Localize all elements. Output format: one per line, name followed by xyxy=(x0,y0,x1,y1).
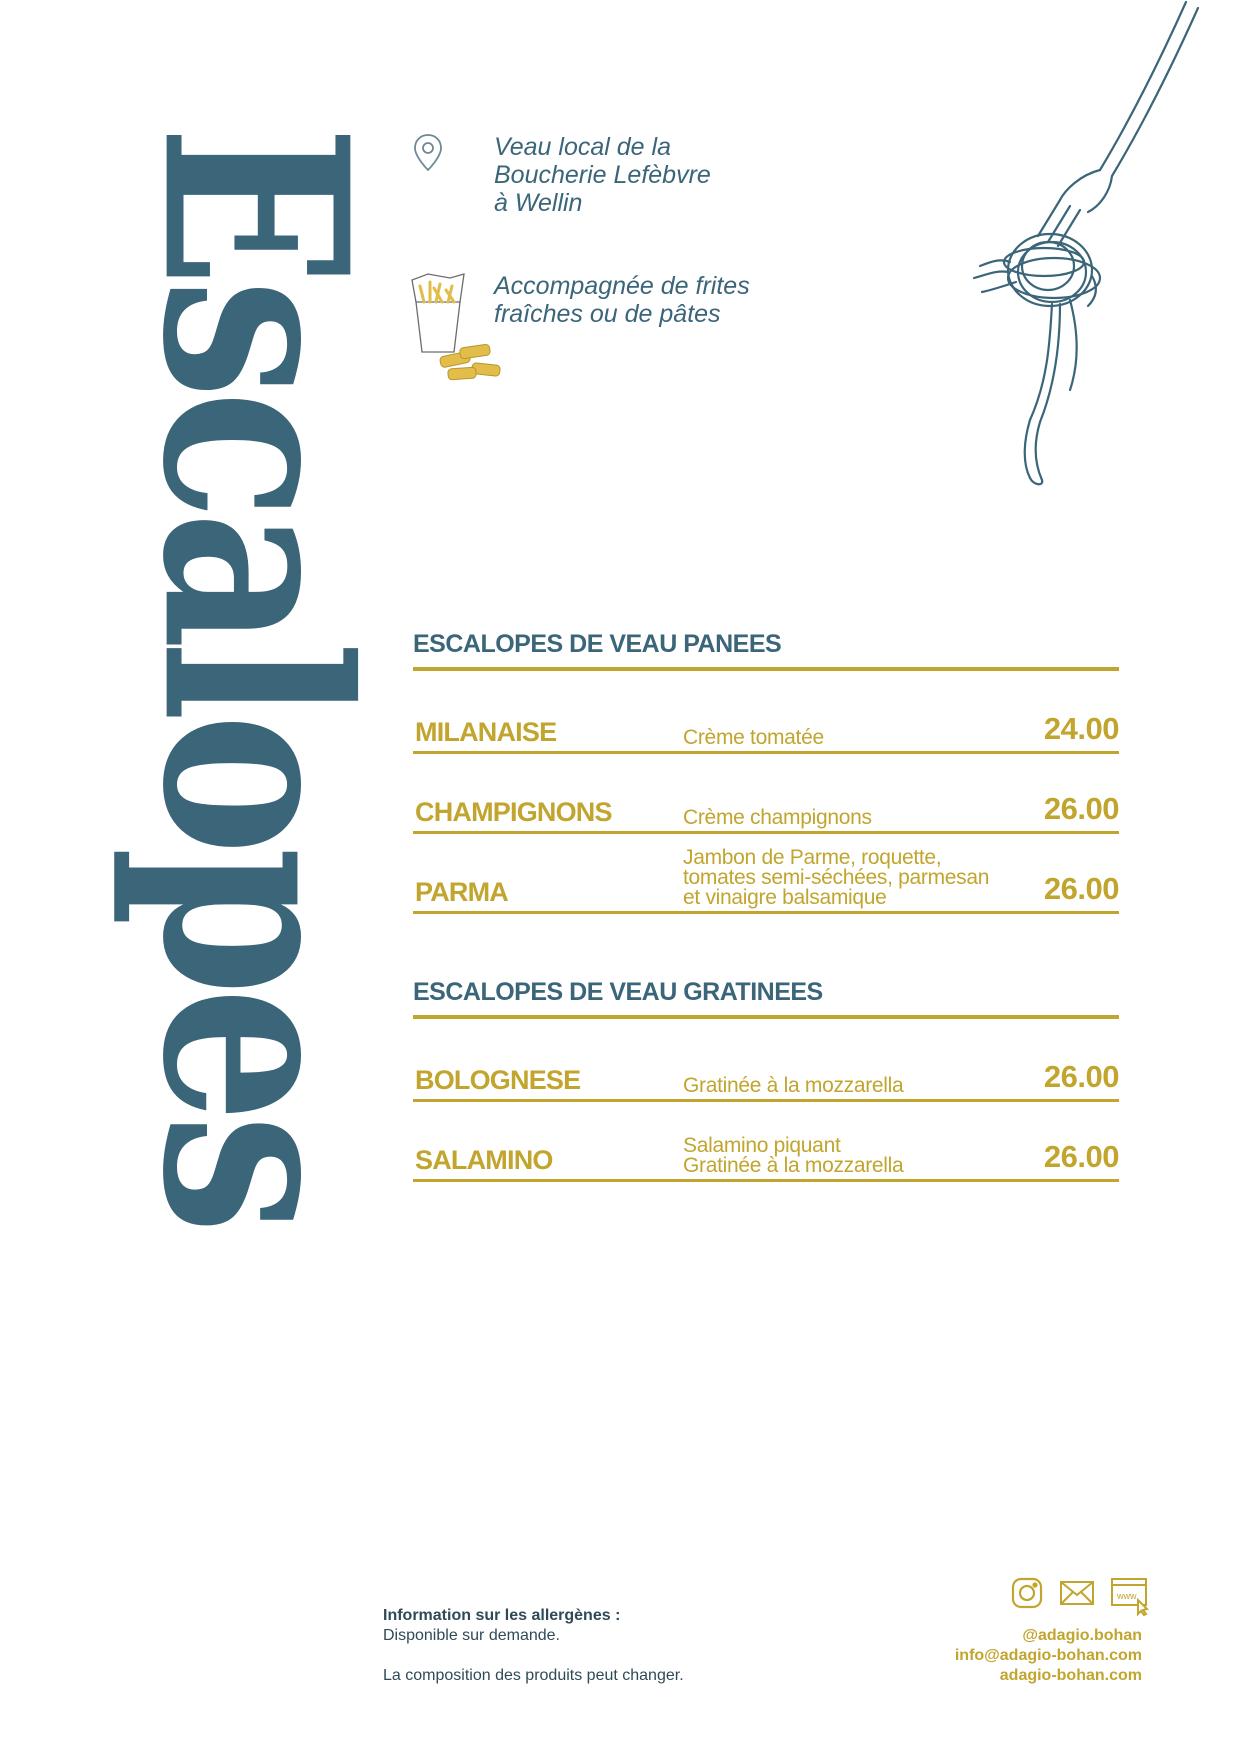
item-price: 26.00 xyxy=(1043,1139,1119,1174)
mail-icon[interactable] xyxy=(1058,1576,1096,1621)
menu-item-milanaise xyxy=(413,687,1119,754)
website-link[interactable]: adagio-bohan.com xyxy=(999,1667,1142,1684)
info-origin xyxy=(412,133,711,217)
item-name: BOLOGNESE xyxy=(415,1065,581,1095)
section-divider xyxy=(413,1015,1119,1019)
item-price: 26.00 xyxy=(1043,871,1119,906)
allergen-text: Disponible sur demande. xyxy=(383,1627,560,1644)
fries-and-pasta-icon xyxy=(410,272,494,392)
location-pin-icon xyxy=(412,133,494,217)
menu-item-bolognese xyxy=(413,1035,1119,1102)
vertical-title: Escalopes xyxy=(106,125,402,1226)
item-name: PARMA xyxy=(415,877,508,907)
item-price: 24.00 xyxy=(1043,711,1119,746)
allergen-title: Information sur les allergènes : xyxy=(383,1607,621,1624)
item-name: SALAMINO xyxy=(415,1145,553,1175)
item-description: Crème champignons xyxy=(683,806,872,829)
info-origin-text: Veau local de la Boucherie Lefèbvre à Wellin xyxy=(494,133,711,217)
item-description: Gratinée à la mozzarella xyxy=(683,1074,904,1097)
website-icon[interactable] xyxy=(1110,1576,1150,1621)
instagram-handle[interactable]: @adagio.bohan xyxy=(1022,1627,1142,1644)
section-title-panees: ESCALOPES DE VEAU PANEES xyxy=(413,630,782,658)
info-sides xyxy=(410,272,750,392)
menu-item-champignons xyxy=(413,767,1119,834)
instagram-icon[interactable] xyxy=(1010,1576,1044,1621)
footer-contact xyxy=(955,1626,1142,1686)
menu-item-parma xyxy=(413,847,1119,914)
item-description: Salamino piquant Gratinée à la mozzarella xyxy=(683,1134,904,1177)
section-divider xyxy=(413,667,1119,671)
email-link[interactable]: info@adagio-bohan.com xyxy=(954,1647,1142,1664)
footer-allergen-info xyxy=(383,1606,684,1686)
svg-text:www: www xyxy=(1117,1591,1137,1601)
section-title-gratinees: ESCALOPES DE VEAU GRATINEES xyxy=(413,978,823,1006)
item-name: MILANAISE xyxy=(415,717,557,747)
item-description: Crème tomatée xyxy=(683,726,824,749)
item-name: CHAMPIGNONS xyxy=(415,797,612,827)
contact-icons xyxy=(1010,1576,1150,1621)
composition-note: La composition des produits peut changer. xyxy=(383,1667,684,1684)
item-price: 26.00 xyxy=(1043,791,1119,826)
item-description: Jambon de Parme, roquette, tomates semi-séchées, parmesan et vinaigre balsamique xyxy=(683,846,990,909)
info-sides-text: Accompagnée de frites fraîches ou de pâtes xyxy=(494,272,750,328)
menu-item-salamino xyxy=(413,1115,1119,1182)
item-price: 26.00 xyxy=(1043,1059,1119,1094)
fork-spaghetti-illustration xyxy=(960,0,1200,495)
